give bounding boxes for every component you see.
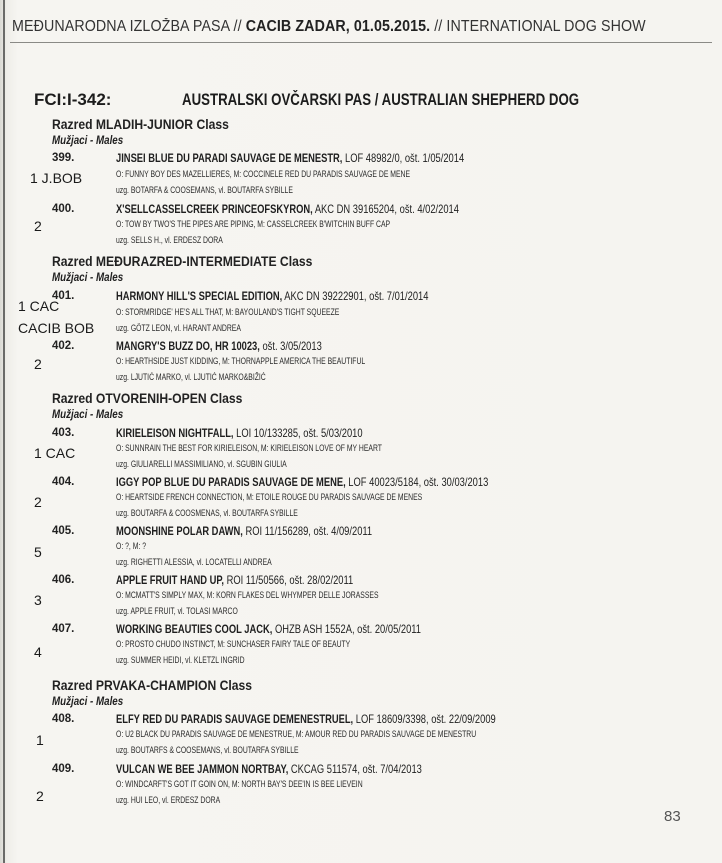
dog-breeder-owner: uzg. GIULIARELLI MASSIMILIANO, vl. SGUBIN GIULIA	[116, 459, 287, 470]
header-title-right: // INTERNATIONAL DOG SHOW	[430, 18, 646, 35]
entry-number: 408.	[52, 713, 75, 725]
dog-name: JINSEI BLUE DU PARADI SAUVAGE DE MENESTR,	[116, 151, 343, 165]
dog-parents: O: TOW BY TWO'S THE PIPES ARE PIPING, M: CASSELCREEK B'WITCHIN BUFF CAP	[116, 219, 391, 230]
dog-entry	[116, 622, 421, 636]
class-title: Razred MLADIH-JUNIOR Class	[52, 117, 229, 132]
entry-number: 400.	[52, 203, 75, 215]
dog-name: ELFY RED DU PARADIS SAUVAGE DEMENESTRUEL,	[116, 712, 354, 726]
dog-registration: ROI 11/50566, ošt. 28/02/2011	[224, 573, 354, 587]
dog-registration: ošt. 3/05/2013	[259, 339, 322, 353]
page-number: 83	[664, 808, 681, 825]
dog-registration: LOI 10/133285, ošt. 5/03/2010	[233, 426, 363, 440]
dog-name: X'SELLCASSELCREEK PRINCEOFSKYRON,	[116, 202, 313, 216]
judge-result: 1	[36, 732, 44, 748]
dog-registration: OHZB ASH 1552A, ošt. 20/05/2011	[272, 622, 422, 636]
dog-registration: LOF 18609/3398, ošt. 22/09/2009	[353, 712, 496, 726]
dog-parents: O: WINDCARFT'S GOT IT GOIN ON, M: NORTH BAY'S DEE'IN IS BEE LIEVEIN	[116, 779, 363, 790]
entry-number: 406.	[52, 574, 75, 586]
judge-result: 2	[36, 788, 44, 804]
class-title: Razred OTVORENIH-OPEN Class	[52, 391, 243, 406]
sex-label: Mužjaci - Males	[52, 272, 124, 284]
class-title: Razred PRVAKA-CHAMPION Class	[52, 678, 253, 693]
judge-result: 5	[34, 544, 42, 560]
dog-entry	[116, 712, 496, 726]
dog-entry	[116, 339, 322, 353]
breed-heading	[34, 90, 684, 114]
dog-parents: O: HEARTHSIDE JUST KIDDING, M: THORNAPPLE AMERICA THE BEAUTIFUL	[116, 356, 366, 367]
breed-name: AUSTRALSKI OVČARSKI PAS / AUSTRALIAN SHEPHERD DOG	[182, 90, 580, 109]
dog-name: KIRIELEISON NIGHTFALL,	[116, 426, 234, 440]
sex-label: Mužjaci - Males	[52, 696, 124, 708]
header-title-left: MEĐUNARODNA IZLOŽBA PASA //	[12, 18, 246, 35]
dog-name: IGGY POP BLUE DU PARADIS SAUVAGE DE MENE,	[116, 475, 346, 489]
dog-entry	[116, 524, 372, 538]
dog-parents: O: STORMRIDGE' HE'S ALL THAT, M: BAYOULAND'S TIGHT SQUEEZE	[116, 307, 340, 318]
entry-number: 409.	[52, 763, 75, 775]
header-show-name: CACIB ZADAR, 01.05.2015.	[245, 18, 431, 35]
dog-registration: LOF 48982/0, ošt. 1/05/2014	[342, 151, 465, 165]
dog-parents: O: ?, M: ?	[116, 541, 147, 552]
dog-name: APPLE FRUIT HAND UP,	[116, 573, 225, 587]
class-title: Razred MEĐURAZRED-INTERMEDIATE Class	[52, 254, 313, 269]
dog-entry	[116, 573, 353, 587]
dog-breeder-owner: uzg. SELLS H., vl. ERDESZ DORA	[116, 235, 223, 246]
judge-result: 1 J.BOB	[30, 170, 83, 186]
dog-breeder-owner: uzg. BOUTARFS & COOSEMANS, vl. BOUTARFA SYBILLE	[116, 745, 299, 756]
dog-name: MOONSHINE POLAR DAWN,	[116, 524, 243, 538]
entry-number: 399.	[52, 152, 75, 164]
dog-entry	[116, 151, 464, 165]
breed-code: FCI:I-342:	[34, 90, 112, 109]
dog-name: HARMONY HILL'S SPECIAL EDITION,	[116, 289, 283, 303]
dog-breeder-owner: uzg. SUMMER HEIDI, vl. KLETZL INGRID	[116, 655, 245, 666]
entry-number: 402.	[52, 340, 75, 352]
sex-label: Mužjaci - Males	[52, 135, 124, 147]
dog-entry	[116, 426, 363, 440]
dog-parents: O: PROSTO CHUDO INSTINCT, M: SUNCHASER FAIRY TALE OF BEAUTY	[116, 639, 351, 650]
dog-parents: O: U2 BLACK DU PARADIS SAUVAGE DE MENESTRUE, M: AMOUR RED DU PARADIS SAUVAGE DE MENESTRU	[116, 729, 477, 740]
entry-number: 405.	[52, 525, 75, 537]
dog-entry	[116, 475, 488, 489]
dog-registration: AKC DN 39165204, ošt. 4/02/2014	[312, 202, 459, 216]
judge-result-extra: CACIB BOB	[18, 320, 95, 336]
dog-breeder-owner: uzg. BOTARFA & COOSEMANS, vl. BOUTARFA SYBILLE	[116, 185, 293, 196]
dog-registration: LOF 40023/5184, ošt. 30/03/2013	[345, 475, 489, 489]
judge-result: 3	[34, 592, 42, 608]
dog-parents: O: MCMATT'S SIMPLY MAX, M: KORN FLAKES DEL WHYMPER DELLE JORASSES	[116, 590, 379, 601]
dog-breeder-owner: uzg. BOUTARFA & COOSMENAS, vl. BOUTARFA SYBILLE	[116, 508, 298, 519]
entry-number: 404.	[52, 476, 75, 488]
judge-result: 2	[34, 494, 42, 510]
dog-registration: CKCAG 511574, ošt. 7/04/2013	[288, 762, 422, 776]
dog-registration: ROI 11/156289, ošt. 4/09/2011	[242, 524, 373, 538]
dog-breeder-owner: uzg. APPLE FRUIT, vl. TOLASI MARCO	[116, 606, 238, 617]
dog-name: VULCAN WE BEE JAMMON NORTBAY,	[116, 762, 289, 776]
dog-entry	[116, 762, 422, 776]
book-spine-shadow	[3, 0, 5, 863]
dog-parents: O: SUNNRAIN THE BEST FOR KIRIELEISON, M: KIRIELEISON LOVE OF MY HEART	[116, 443, 382, 454]
sex-label: Mužjaci - Males	[52, 409, 124, 421]
entry-number: 401.	[52, 290, 75, 302]
dog-entry	[116, 202, 459, 216]
dog-registration: AKC DN 39222901, ošt. 7/01/2014	[282, 289, 429, 303]
entry-number: 403.	[52, 427, 75, 439]
judge-result: 4	[34, 644, 42, 660]
dog-breeder-owner: uzg. RIGHETTI ALESSIA, vl. LOCATELLI ANDREA	[116, 557, 272, 568]
header-divider	[10, 42, 712, 43]
dog-entry	[116, 289, 428, 303]
judge-result: 1 CAC	[34, 445, 76, 461]
judge-result: 2	[34, 356, 42, 372]
judge-result: 2	[34, 218, 42, 234]
dog-name: MANGRY'S BUZZ DO, HR 10023,	[116, 339, 260, 353]
dog-breeder-owner: uzg. GÖTZ LEON, vl. HARANT ANDREA	[116, 323, 241, 334]
dog-breeder-owner: uzg. HUI LEO, vl. ERDESZ DORA	[116, 795, 221, 806]
entry-number: 407.	[52, 623, 75, 635]
dog-parents: O: FUNNY BOY DES MAZELLIERES, M: COCCINELE RED DU PARADIS SAUVAGE DE MENE	[116, 169, 411, 180]
page-header	[12, 18, 656, 36]
dog-parents: O: HEARTSIDE FRENCH CONNECTION, M: ETOILE ROUGE DU PARADIS SAUVAGE DE MENES	[116, 492, 423, 503]
dog-breeder-owner: uzg. LJUTIĆ MARKO, vl. LJUTIĆ MARKO&BIŽIĆ	[116, 372, 266, 383]
dog-name: WORKING BEAUTIES COOL JACK,	[116, 622, 273, 636]
judge-result: 1 CAC	[18, 298, 60, 314]
